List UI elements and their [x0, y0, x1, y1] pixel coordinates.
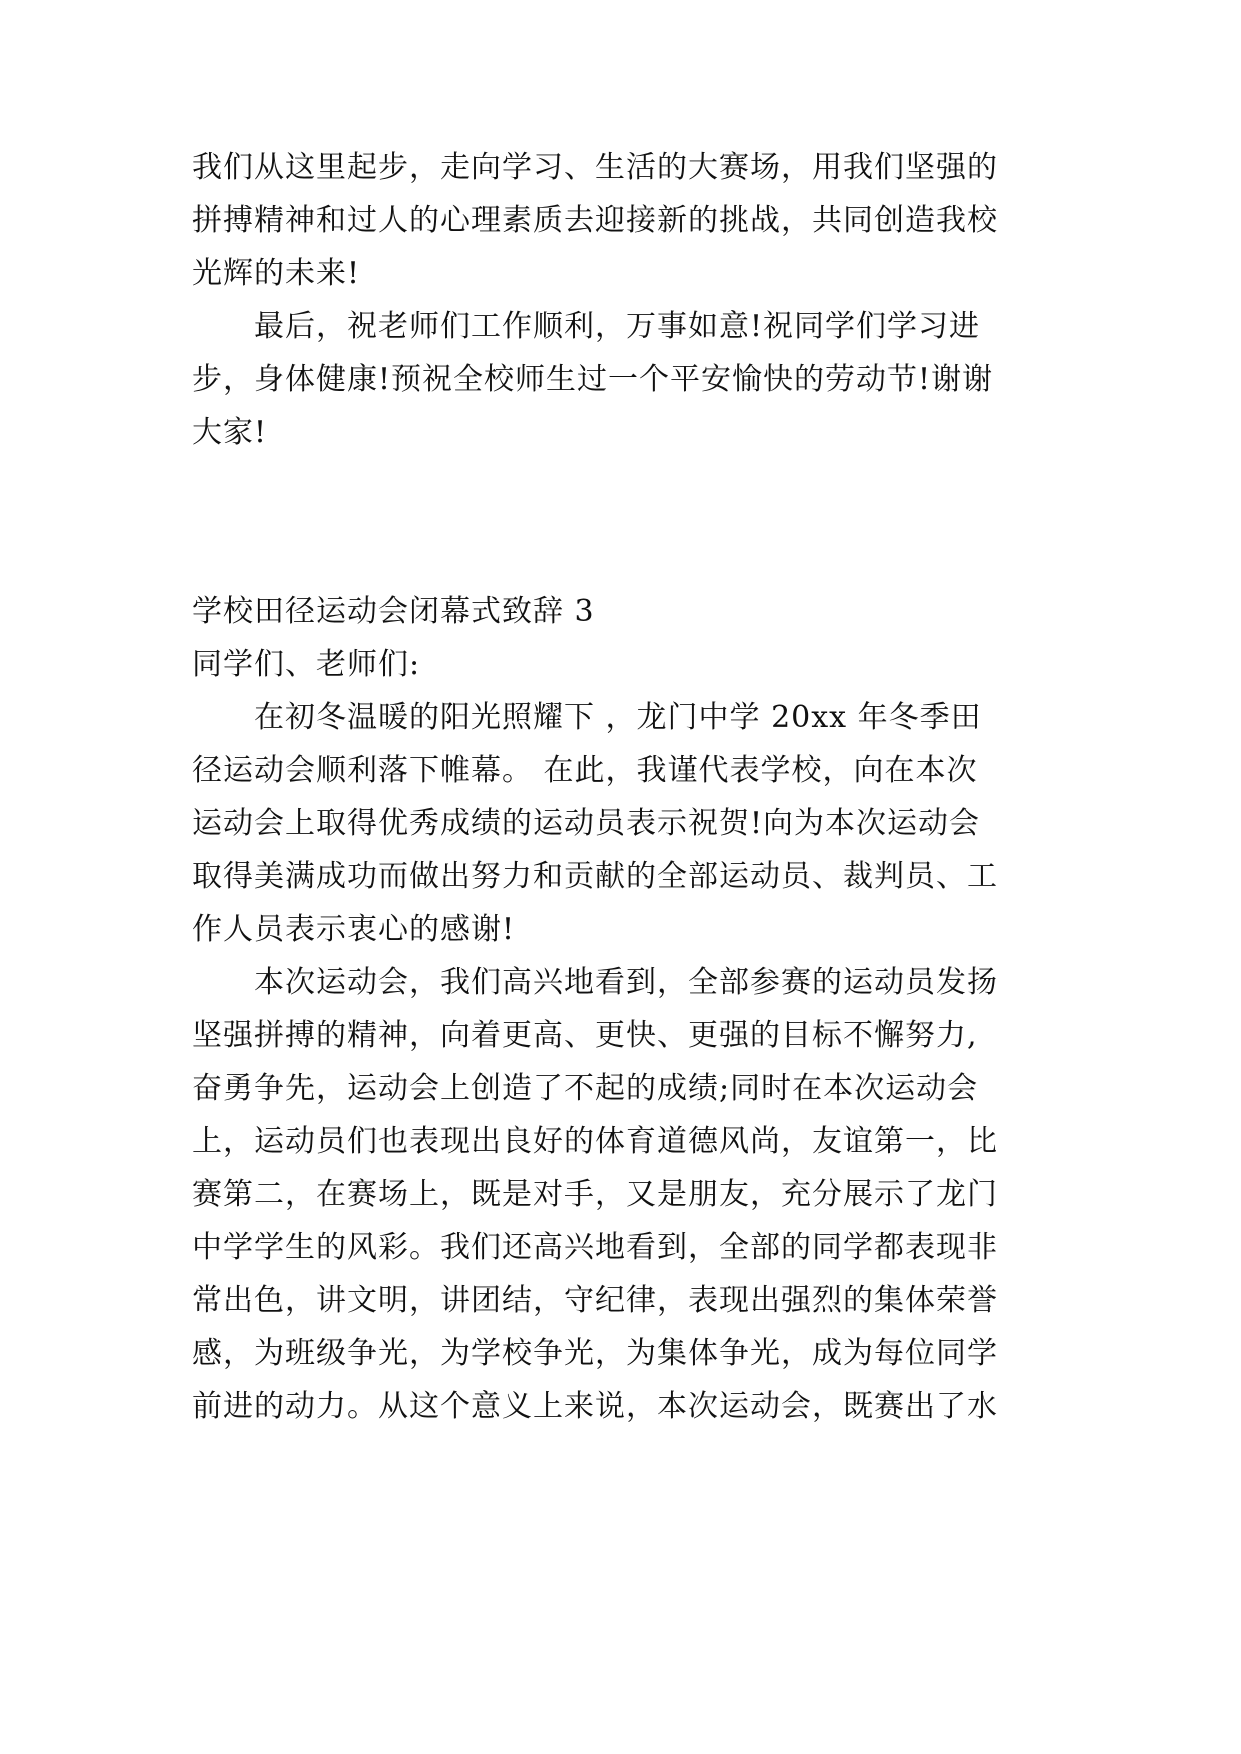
paragraph-line: 取得美满成功而做出努力和贡献的全部运动员、裁判员、工	[192, 859, 998, 894]
paragraph-line: 前进的动力。从这个意义上来说，本次运动会，既赛出了水	[192, 1389, 998, 1424]
greeting: 同学们、老师们:	[192, 647, 421, 682]
paragraph-line: 上，运动员们也表现出良好的体育道德风尚，友谊第一，比	[192, 1124, 998, 1159]
paragraph-line: 坚强拼搏的精神，向着更高、更快、更强的目标不懈努力,	[192, 1018, 978, 1053]
paragraph-line: 常出色，讲文明，讲团结，守纪律，表现出强烈的集体荣誉	[192, 1283, 998, 1318]
paragraph-line: 本次运动会，我们高兴地看到，全部参赛的运动员发扬	[254, 965, 998, 1000]
paragraph-line: 赛第二，在赛场上，既是对手，又是朋友，充分展示了龙门	[192, 1177, 998, 1212]
paragraph-line: 最后，祝老师们工作顺利，万事如意!祝同学们学习进	[254, 309, 981, 344]
paragraph-line: 作人员表示衷心的感谢!	[192, 912, 516, 947]
paragraph-line: 中学学生的风彩。我们还高兴地看到，全部的同学都表现非	[192, 1230, 998, 1265]
section-title: 学校田径运动会闭幕式致辞 3	[192, 594, 595, 629]
paragraph-line: 运动会上取得优秀成绩的运动员表示祝贺!向为本次运动会	[192, 806, 981, 841]
paragraph-line: 奋勇争先，运动会上创造了不起的成绩;同时在本次运动会	[192, 1071, 979, 1106]
paragraph-line: 光辉的未来!	[192, 256, 361, 291]
paragraph-line: 感，为班级争光，为学校争光，为集体争光，成为每位同学	[192, 1336, 998, 1371]
paragraph-line: 拼搏精神和过人的心理素质去迎接新的挑战，共同创造我校	[192, 203, 998, 238]
paragraph-line: 步，身体健康!预祝全校师生过一个平安愉快的劳动节!谢谢	[192, 362, 994, 397]
paragraph-line: 我们从这里起步，走向学习、生活的大赛场，用我们坚强的	[192, 150, 998, 185]
paragraph-line: 大家!	[192, 415, 268, 450]
paragraph-line: 在初冬温暖的阳光照耀下 ，龙门中学 20xx 年冬季田	[254, 700, 982, 735]
paragraph-line: 径运动会顺利落下帷幕。 在此，我谨代表学校，向在本次	[192, 753, 978, 788]
